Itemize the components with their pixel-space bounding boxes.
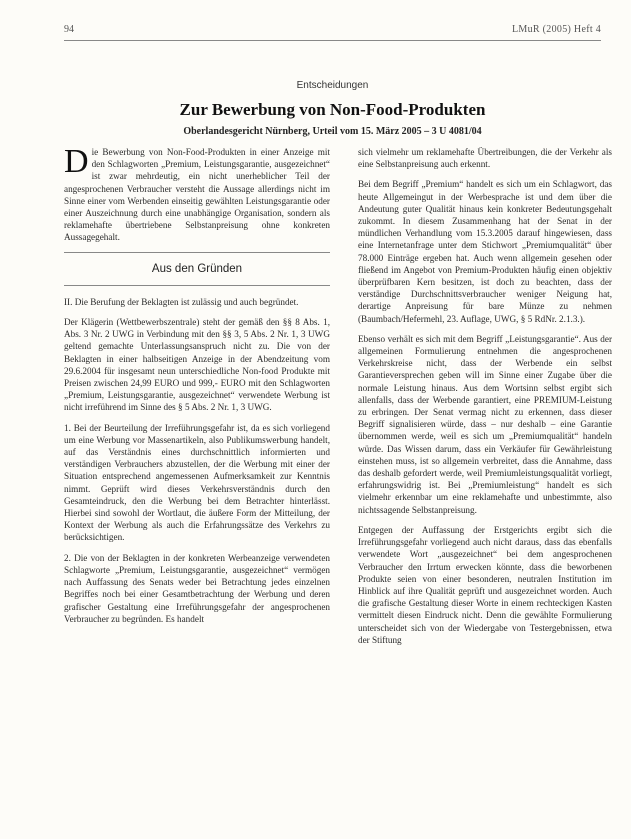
article-title: Zur Bewerbung von Non-Food-Produkten: [179, 100, 486, 119]
section-label: Entscheidungen: [296, 80, 369, 91]
section-heading: Aus den Gründen: [151, 262, 243, 275]
body-paragraph: Der Klägerin (Wettbewerbszentrale) steht der gemäß den §§ 8 Abs. 1, Abs. 3 Nr. 2 UWG in Verbindung mit den §§ 3, 5 Abs. 2 Nr. 1, 3 UWG geltend gemachte Unterlassungsanspruch nicht zu. Die von der Beklagten in einer halbseitigen Anzeige in der Abendzeitung vom 29.6.2004 für insgesamt neun unterschiedliche Non-food Produkte mit Preisen zwischen 24,99 EURO und 999,- EURO mit den Schlagworten „Premium, Leistungsgarantie, ausgezeichnet“ verwendete Werbung ist nicht irreführend im Sinne des § 5 Abs. 2 Nr. 1, 3 UWG.: [64, 317, 330, 413]
body-paragraph: sich vielmehr um reklamehafte Übertreibungen, die der Verkehr als eine Selbstanpreisung auch erkennt.: [358, 147, 612, 170]
dropcap: D: [64, 143, 89, 180]
body-paragraph: II. Die Berufung der Beklagten ist zulässig und auch begründet.: [64, 296, 299, 307]
body-paragraph: 2. Die von der Beklagten in der konkreten Werbeanzeige verwendeten Schlagworte „Premium, Leistungsgarantie, ausgezeichnet“ vermögen nach Auffassung des Senats weder bei Betrachtung jedes einzelnen Begriffes noch bei einer Gesamtbetrachtung der Werbung und deren grafischer Gestaltung eine Irreführungsgefahr der angesprochenen Verbraucher zu begründen. Es handelt: [64, 552, 330, 624]
body-paragraph: Ebenso verhält es sich mit dem Begriff „Leistungsgarantie“. Aus der allgemeinen Formulierung entnehmen die angesprochenen Verkehrskreise nicht, dass der Werbende ein selbst Garantieversprechen geben will im Sinne einer Zugabe über die normale Leistung hinaus. Aus dem Wortsinn selbst ergibt sich allenfalls, dass der Werbende garantiert, eine PREMIUM-Leistung zu erbringen. Der Senat vermag nicht zu erkennen, dass dieser Begriff signalisieren würde, dass – nur deshalb – eine Garantie übernommen werde, weil es sich um „Premiumqualität“ handeln würde. Das Wissen darum, dass ein Verkäufer für Gewährleistung einstehen muss, ist so allgemein verbreitet, dass die Annahme, dass das deshalb gefordert werde, weil Premiumleistungsqualität vorliegt, erfahrungswidrig ist. Bei „Premiumleistung“ handelt es sich vielmehr erkennbar um eine reklamehafte und unbestimmte, also nichtssagende Selbstanpreisung.: [358, 333, 612, 515]
intro-paragraph: [64, 143, 330, 244]
left-column: [64, 143, 330, 633]
right-column: [358, 146, 612, 654]
top-blank-area: [64, 52, 601, 78]
intro-rule: [64, 252, 330, 253]
section-rule: [64, 285, 330, 286]
body-paragraph: 1. Bei der Beurteilung der Irreführungsgefahr ist, da es sich vorliegend um eine Werbung vor Massenartikeln, also Publikumswerbung handelt, auf das Verständnis eines durchschnittlich informierten und verständigen Verbrauchers abzustellen, der die Werbung mit einer der Situation entsprechend angemessenen Aufmerksamkeit zur Kenntnis nimmt. Geprüft wird dieses Verkehrsverständnis durch den Gesamteindruck, den die Werbung bei dem Betrachter hinterlässt. Hierbei sind sowohl der Wortlaut, die äußere Form der Mitteilung, der Kontext der Werbung als auch die Erfahrungssätze des Verkehrs zu berücksichtigen.: [64, 422, 330, 543]
body-paragraph: Bei dem Begriff „Premium“ handelt es sich um ein Schlagwort, das heute Allgemeingut in der Werbesprache ist und dem über die Andeutung guter Qualität hinaus kein konkreter Bedeutungsgehalt zukommt. In diesem Zusammenhang hat der Senat in der mündlichen Verhandlung vom 15.3.2005 darauf hingewiesen, dass eine Internetanfrage unter dem Stichwort „Premiumqualität“ über 78.000 Einträge ergeben hat. Auch wenn allgemein gesehen oder fließend im Angebot von Premium-Produkten häufig einen objektiv überprüfbaren Kern besitzen, ist doch zu beachten, dass der verständige Durchschnittsverbraucher weniger Neigung hat, derartige Anpreisung für bare Münze zu nehmen (Baumbach/Hefermehl, 23. Auflage, UWG, § 5 RdNr. 2.1.3.).: [358, 179, 612, 324]
article-subtitle: Oberlandesgericht Nürnberg, Urteil vom 15. März 2005 – 3 U 4081/04: [183, 126, 482, 137]
journal-reference: LMuR (2005) Heft 4: [512, 24, 601, 35]
header-rule: [64, 40, 601, 41]
body-paragraph: Entgegen der Auffassung der Erstgerichts ergibt sich die Irreführungsgefahr vorliegend auch nicht daraus, dass das ebenfalls verwendete Wort „ausgezeichnet“ bei dem angesprochenen Verbraucher den Irrtum erwecken könnte, dass die beworbenen Produkte seien von einer besonderen, neutralen Institution im Hinblick auf ihre Qualität geprüft und ausgezeichnet worden. Auch die grafische Gestaltung dieser Worte in einem rechteckigen Kasten vermittelt diesen Eindruck nicht. Denn die gewählte Formulierung unterscheidet sich von der Wiedergabe von Testergebnissen, etwa der Stiftung: [358, 524, 612, 645]
intro-text: ie Bewerbung von Non-Food-Produkten in einer Anzeige mit den Schlagworten „Premium, Leistungsgarantie, ausgezeichnet“ ist zwar mehrdeutig, ein nicht unerheblicher Teil der angesprochenen Verbraucher versteht die Aussage allerdings nicht im Sinne einer vom Werbenden einseitig gewählten Leistungsgarantie oder einer Auszeichnung durch eine unabhängige Organisation, sondern als reklamehafte übertriebene Selbstanpreisung ohne konkreten Aussagegehalt.: [64, 147, 330, 243]
page-number: 94: [64, 24, 74, 35]
